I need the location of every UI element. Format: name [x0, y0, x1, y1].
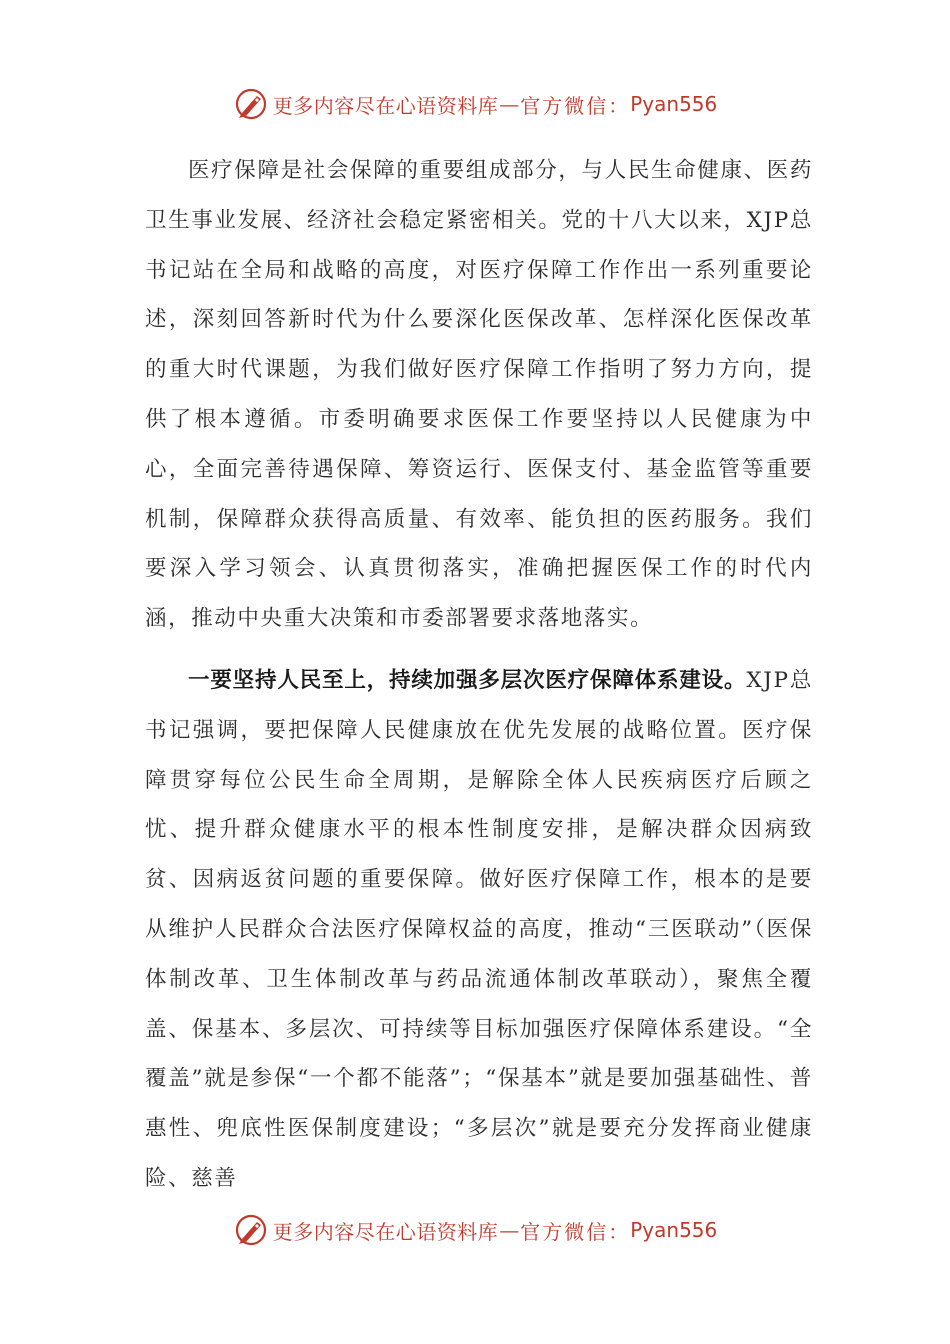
banner-dash: —: [499, 92, 520, 116]
banner-site-text: 更多内容尽在心语资料库: [272, 93, 499, 118]
document-body: [145, 146, 813, 1204]
paragraph-intro: 医疗保障是社会保障的重要组成部分，与人民生命健康、医药卫生事业发展、经济社会稳定紧密相关。党的十八大以来，XJP总书记站在全局和战略的高度，对医疗保障工作作出一系列重要论述，深刻回答新时代为什么要深化医保改革、怎样深化医保改革的重大时代课题，为我们做好医疗保障工作指明了努力方向，提供了根本遵循。市委明确要求医保工作要坚持以人民健康为中心，全面完善待遇保障、筹资运行、医保支付、基金监管等重要机制，保障群众获得高质量、有效率、能负担的医药服务。我们要深入学习领会、认真贯彻落实，准确把握医保工作的时代内涵，推动中央重大决策和市委部署要求落地落实。: [145, 158, 813, 632]
paragraph-lead-heading: 一要坚持人民至上，持续加强多层次医疗保障体系建设。: [188, 667, 747, 693]
banner-wechat-id: Pyan556: [630, 1218, 718, 1242]
header-banner: [0, 84, 950, 124]
banner-site-text: 更多内容尽在心语资料库: [272, 1219, 499, 1244]
paragraph-point-one-body: XJP总书记强调，要把保障人民健康放在优先发展的战略位置。医疗保障贯穿每位公民生命全周期，是解除全体人民疾病医疗后顾之忧、提升群众健康水平的根本性制度安排，是解决群众因病致贫、因病返贫问题的重要保障。做好医疗保障工作，根本的是要从维护人民群众合法医疗保障权益的高度，推动“三医联动”（医保体制改革、卫生体制改革与药品流通体制改革联动），聚焦全覆盖、保基本、多层次、可持续等目标加强医疗保障体系建设。“全覆盖”就是参保“一个都不能落”；“保基本”就是要加强基础性、普惠性、兜底性医保制度建设；“多层次”就是要充分发挥商业健康险、慈善: [145, 667, 813, 1191]
pen-nib-logo-icon: [233, 1212, 269, 1248]
paragraph-point-one: [145, 656, 813, 1204]
banner-wechat-id: Pyan556: [630, 92, 718, 116]
banner-wechat-label: 官方微信：: [520, 93, 631, 118]
banner-dash: —: [499, 1218, 520, 1242]
footer-banner: [0, 1210, 950, 1250]
banner-wechat-label: 官方微信：: [520, 1219, 631, 1244]
pen-nib-logo-icon: [233, 86, 269, 122]
